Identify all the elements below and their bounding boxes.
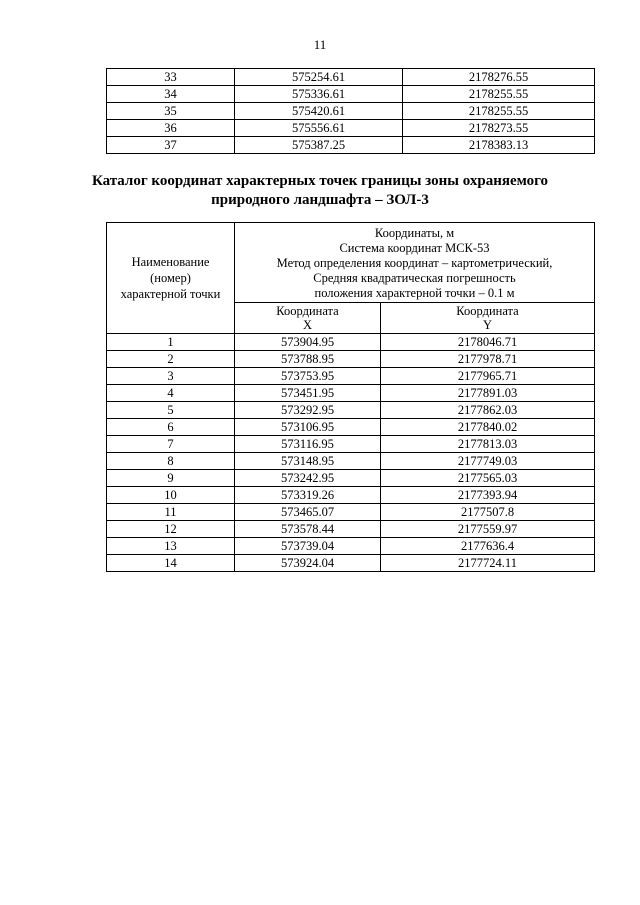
point-number-cell: 34 bbox=[107, 86, 235, 103]
coordinate-y-cell: 2178276.55 bbox=[403, 69, 595, 86]
coordinate-y-cell: 2177840.02 bbox=[381, 419, 595, 436]
coordinate-x-cell: 573904.95 bbox=[235, 334, 381, 351]
table-row bbox=[107, 86, 595, 103]
zol3-table-body bbox=[107, 334, 595, 572]
table-row bbox=[107, 436, 595, 453]
table-row bbox=[107, 487, 595, 504]
point-number-cell: 1 bbox=[107, 334, 235, 351]
table-row bbox=[107, 385, 595, 402]
header-coordinates-line4: Средняя квадратическая погрешность bbox=[313, 271, 516, 285]
coordinate-y-cell: 2178046.71 bbox=[381, 334, 595, 351]
table-row bbox=[107, 368, 595, 385]
catalog-title-line2: природного ландшафта – ЗОЛ-3 bbox=[211, 192, 429, 208]
table-row bbox=[107, 521, 595, 538]
coordinate-x-cell: 573788.95 bbox=[235, 351, 381, 368]
point-number-cell: 11 bbox=[107, 504, 235, 521]
table-row bbox=[107, 555, 595, 572]
coordinate-y-cell: 2178255.55 bbox=[403, 103, 595, 120]
coordinate-x-cell: 573578.44 bbox=[235, 521, 381, 538]
point-number-cell: 14 bbox=[107, 555, 235, 572]
coordinate-y-cell: 2178255.55 bbox=[403, 86, 595, 103]
coordinate-x-cell: 573319.26 bbox=[235, 487, 381, 504]
header-coordinate-x-line1: Координата bbox=[276, 304, 339, 318]
point-number-cell: 7 bbox=[107, 436, 235, 453]
header-coordinates-line3: Метод определения координат – картометрический, bbox=[276, 256, 553, 270]
point-number-cell: 37 bbox=[107, 137, 235, 154]
point-number-cell: 8 bbox=[107, 453, 235, 470]
coordinate-x-cell: 573292.95 bbox=[235, 402, 381, 419]
header-coordinates bbox=[235, 223, 595, 303]
coordinate-y-cell: 2177636.4 bbox=[381, 538, 595, 555]
point-number-cell: 13 bbox=[107, 538, 235, 555]
header-coordinate-y-line2: Y bbox=[482, 318, 493, 332]
zol3-table-header bbox=[107, 223, 595, 334]
coordinate-y-cell: 2177813.03 bbox=[381, 436, 595, 453]
table-row bbox=[107, 334, 595, 351]
point-number-cell: 9 bbox=[107, 470, 235, 487]
coordinate-x-cell: 573465.07 bbox=[235, 504, 381, 521]
coordinate-y-cell: 2177965.71 bbox=[381, 368, 595, 385]
header-coordinates-line1: Координаты, м bbox=[374, 226, 455, 240]
point-number-cell: 12 bbox=[107, 521, 235, 538]
coordinate-y-cell: 2177565.03 bbox=[381, 470, 595, 487]
coordinate-x-cell: 573924.04 bbox=[235, 555, 381, 572]
point-number-cell: 2 bbox=[107, 351, 235, 368]
catalog-title-line1: Каталог координат характерных точек границы зоны охраняемого bbox=[91, 173, 549, 189]
header-coordinate-x-line2: X bbox=[302, 318, 313, 332]
table-row bbox=[107, 470, 595, 487]
coordinate-x-cell: 573242.95 bbox=[235, 470, 381, 487]
catalog-title bbox=[60, 172, 580, 210]
table-row bbox=[107, 538, 595, 555]
coordinate-y-cell: 2177724.11 bbox=[381, 555, 595, 572]
header-point-name-line3: характерной точки bbox=[120, 287, 221, 301]
coordinate-x-cell: 573116.95 bbox=[235, 436, 381, 453]
coordinate-y-cell: 2178273.55 bbox=[403, 120, 595, 137]
header-coordinates-line5: положения характерной точки – 0.1 м bbox=[314, 286, 515, 300]
point-number-cell: 36 bbox=[107, 120, 235, 137]
coordinate-y-cell: 2177862.03 bbox=[381, 402, 595, 419]
table-row bbox=[107, 504, 595, 521]
point-number-cell: 6 bbox=[107, 419, 235, 436]
table-row bbox=[107, 120, 595, 137]
table-row bbox=[107, 402, 595, 419]
coordinate-x-cell: 573451.95 bbox=[235, 385, 381, 402]
coordinate-x-cell: 573753.95 bbox=[235, 368, 381, 385]
table-row bbox=[107, 137, 595, 154]
header-point-name-line2: (номер) bbox=[150, 271, 191, 285]
point-number-cell: 3 bbox=[107, 368, 235, 385]
coordinate-x-cell: 573739.04 bbox=[235, 538, 381, 555]
coordinate-x-cell: 573106.95 bbox=[235, 419, 381, 436]
coordinate-y-cell: 2177507.8 bbox=[381, 504, 595, 521]
point-number-cell: 5 bbox=[107, 402, 235, 419]
header-coordinates-line2: Система координат МСК-53 bbox=[339, 241, 490, 255]
header-point-name bbox=[107, 223, 235, 334]
table-row bbox=[107, 103, 595, 120]
header-coordinate-y bbox=[381, 303, 595, 334]
page-number: 11 bbox=[313, 37, 327, 52]
coordinate-x-cell: 575556.61 bbox=[235, 120, 403, 137]
coordinate-y-cell: 2177891.03 bbox=[381, 385, 595, 402]
point-number-cell: 10 bbox=[107, 487, 235, 504]
header-point-name-line1: Наименование bbox=[131, 255, 210, 269]
table-row bbox=[107, 69, 595, 86]
coordinate-y-cell: 2178383.13 bbox=[403, 137, 595, 154]
coordinate-y-cell: 2177749.03 bbox=[381, 453, 595, 470]
coordinate-y-cell: 2177978.71 bbox=[381, 351, 595, 368]
point-number-cell: 33 bbox=[107, 69, 235, 86]
coordinates-table-continued bbox=[106, 68, 595, 154]
table-row bbox=[107, 453, 595, 470]
coordinates-table-continued-body bbox=[107, 69, 595, 154]
coordinate-x-cell: 573148.95 bbox=[235, 453, 381, 470]
coordinate-x-cell: 575336.61 bbox=[235, 86, 403, 103]
zol3-coordinates-table bbox=[106, 222, 595, 572]
coordinate-x-cell: 575254.61 bbox=[235, 69, 403, 86]
coordinate-x-cell: 575420.61 bbox=[235, 103, 403, 120]
coordinate-y-cell: 2177559.97 bbox=[381, 521, 595, 538]
table-row bbox=[107, 419, 595, 436]
header-coordinate-y-line1: Координата bbox=[456, 304, 519, 318]
table-row bbox=[107, 351, 595, 368]
coordinate-y-cell: 2177393.94 bbox=[381, 487, 595, 504]
header-coordinate-x bbox=[235, 303, 381, 334]
coordinate-x-cell: 575387.25 bbox=[235, 137, 403, 154]
point-number-cell: 4 bbox=[107, 385, 235, 402]
point-number-cell: 35 bbox=[107, 103, 235, 120]
